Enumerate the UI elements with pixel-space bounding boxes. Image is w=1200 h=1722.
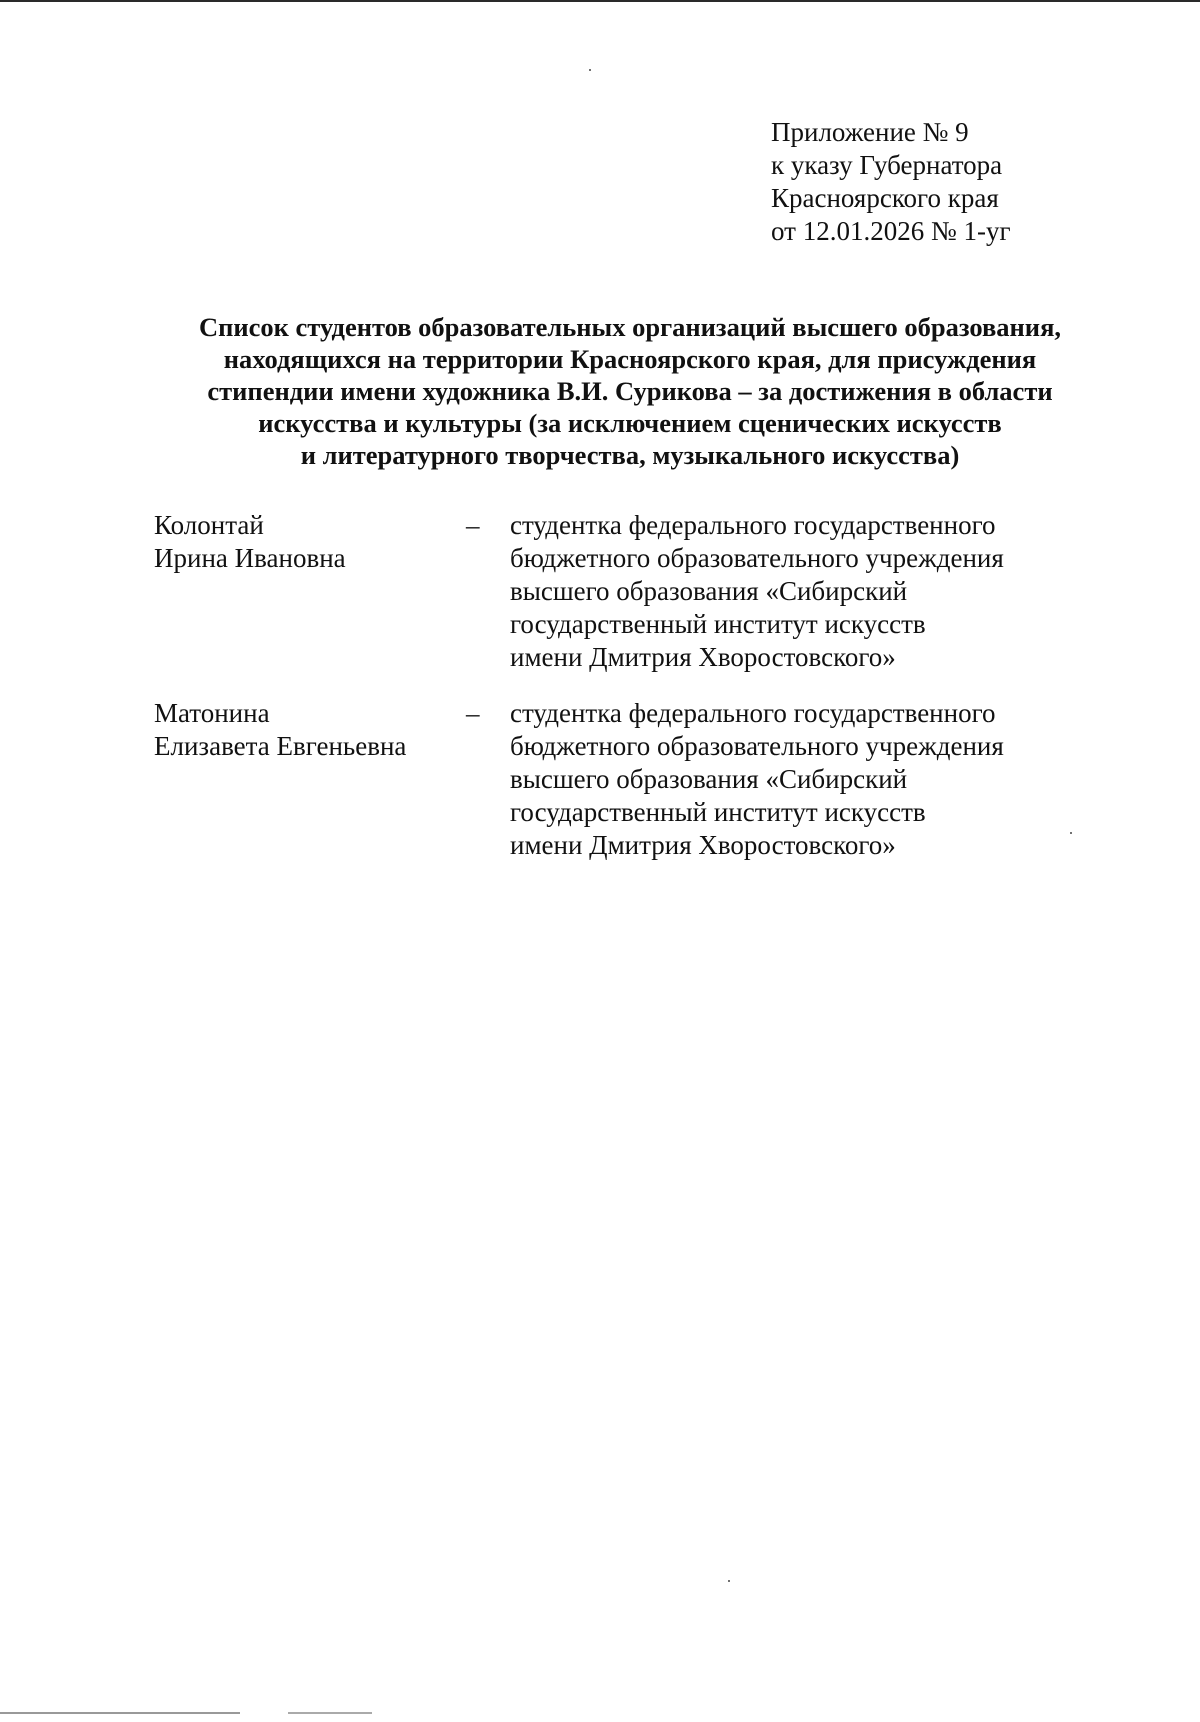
title-line: и литературного творчества, музыкального искусства) <box>300 440 960 470</box>
description-line: бюджетного образовательного учреждения <box>510 731 1004 761</box>
appendix-reference <box>771 116 1011 248</box>
student-name <box>154 697 406 763</box>
student-description <box>510 509 1004 674</box>
student-given-names: Елизавета Евгеньевна <box>154 731 407 761</box>
student-description <box>510 697 1004 862</box>
scan-speck <box>1070 832 1072 834</box>
entry-dash: – <box>466 510 480 540</box>
scan-edge-top <box>0 0 1200 2</box>
appendix-line: Приложение № 9 <box>771 117 969 147</box>
student-surname: Колонтай <box>154 510 264 540</box>
title-line: искусства и культуры (за исключением сценических искусств <box>258 408 1002 438</box>
description-line: студентка федерального государственного <box>510 698 996 728</box>
title-line: стипендии имени художника В.И. Сурикова – за достижения в области <box>207 376 1053 406</box>
student-surname: Матонина <box>154 698 270 728</box>
description-line: высшего образования «Сибирский <box>510 576 908 606</box>
description-line: высшего образования «Сибирский <box>510 764 908 794</box>
scan-speck <box>728 1580 730 1582</box>
description-line: бюджетного образовательного учреждения <box>510 543 1004 573</box>
student-given-names: Ирина Ивановна <box>154 543 346 573</box>
appendix-line: от 12.01.2026 № 1-уг <box>771 216 1011 246</box>
appendix-line: Красноярского края <box>771 183 999 213</box>
document-title <box>140 311 1120 471</box>
description-line: государственный институт искусств <box>510 609 926 639</box>
description-line: государственный институт искусств <box>510 797 926 827</box>
title-line: Список студентов образовательных организаций высшего образования, <box>198 312 1062 342</box>
description-line: имени Дмитрия Хворостовского» <box>510 830 896 860</box>
scan-speck <box>589 69 591 71</box>
entry-dash: – <box>466 698 480 728</box>
title-line: находящихся на территории Красноярского края, для присуждения <box>223 344 1037 374</box>
description-line: студентка федерального государственного <box>510 510 996 540</box>
student-name <box>154 509 346 575</box>
appendix-line: к указу Губернатора <box>771 150 1003 180</box>
scan-edge-bottom <box>0 1712 1200 1714</box>
description-line: имени Дмитрия Хворостовского» <box>510 642 896 672</box>
